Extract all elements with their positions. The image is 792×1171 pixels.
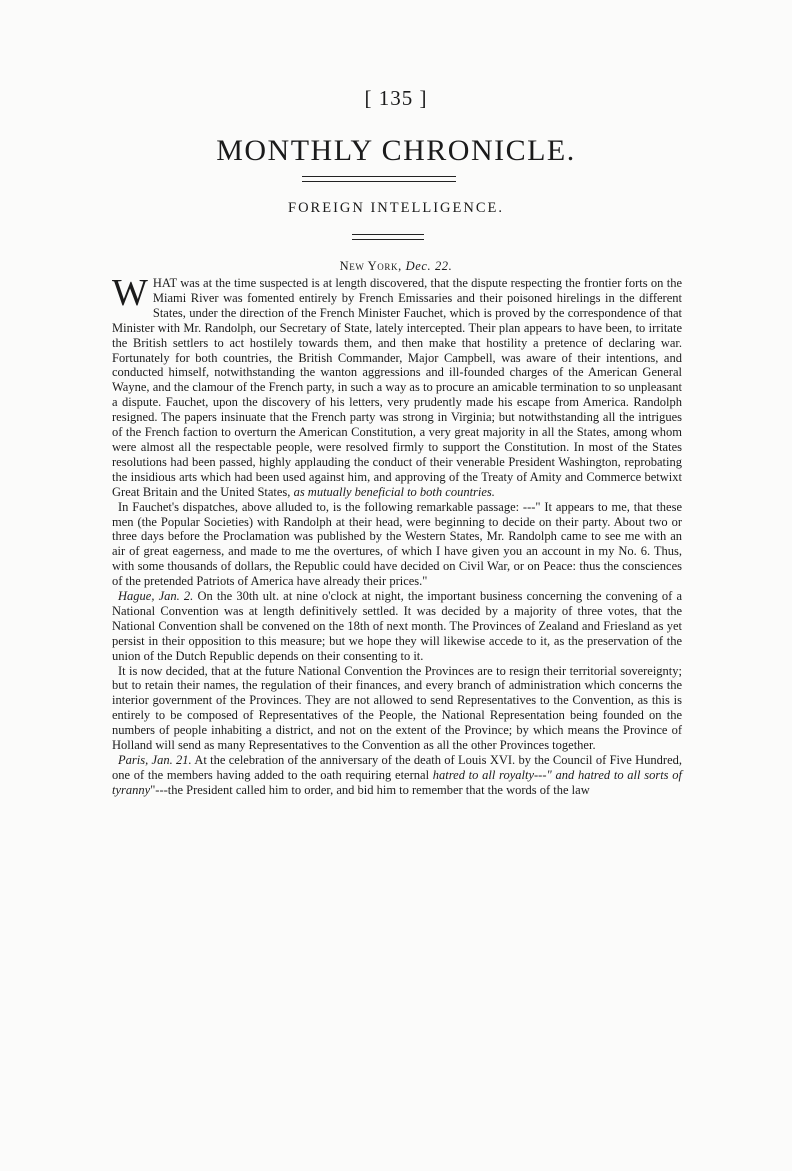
dateline-place: New York, bbox=[339, 259, 402, 273]
page-number: [ 135 ] bbox=[364, 86, 428, 110]
paragraph-lead: Hague, Jan. 2. bbox=[118, 589, 194, 604]
section-rule-bottom bbox=[352, 239, 424, 240]
article-body bbox=[112, 272, 683, 798]
drop-cap: W bbox=[112, 272, 148, 314]
paragraph-hague bbox=[112, 589, 682, 664]
paragraph-italic-quote: hatred to all royalty---" and hatred to all sorts of tyranny bbox=[112, 767, 682, 797]
paragraph-new-york bbox=[112, 272, 682, 500]
masthead-rule-top bbox=[302, 176, 456, 177]
paragraph-paris bbox=[112, 753, 682, 798]
section-rule-top bbox=[352, 234, 424, 235]
paragraph-italic-tail: as mutually beneficial to both countries. bbox=[293, 484, 495, 499]
masthead-rule-bottom bbox=[302, 181, 456, 182]
paragraph-fauchet bbox=[112, 500, 682, 589]
paragraph-text: On the 30th ult. at nine o'clock at night, the important business concerning the convening of a National Convention was at length definitively settled. It was decided by a majority of three votes, that the National Convention shall be convened on the 18th of next month. The Provinces of Zealand and Friesland as yet persist in their opposition to this measure; but we hope they will likewise accede to it, as the preservation of the union of the Dutch Republic depends on their consenting to it. bbox=[112, 589, 683, 663]
paragraph-text: HAT was at the time suspected is at length discovered, that the dispute respecting the frontier forts on the Miami River was fomented entirely by French Emissaries and their poisoned hirelings in the different States, under the direction of the French Minister Fauchet, which is proved by the correspondence of that Minister with Mr. Randolph, our Secretary of State, lately intercepted. Their plan appears to have been, to irritate the British settlers to act hostilely towards them, and then make that hostility a pretence of declaring war. Fortunately for both countries, the British Commander, Major Campbell, was aware of their intentions, and conducted himself, notwithstanding the wanton aggressions and ill-founded charges of the American General Wayne, and the clamour of the French party, in such a way as to procure an amicable termination to so unpleasant a dispute. Fauchet, upon the discovery of his letters, very prudently made his escape from America. Randolph resigned. The papers insinuate that the French party was strong in Virginia; but notwithstanding all the intrigues of the French faction to overturn the American Constitution, a very great majority in all the States, among whom were almost all the respectable people, were resolved firmly to support the Constitution. In most of the States resolutions had been passed, highly applauding the conduct of their venerable President Washington, reprobating the insidious arts which had been used against him, and approving of the Treaty of Amity and Commerce betwixt Great Britain and the United States, bbox=[112, 276, 682, 499]
dateline-date: Dec. 22. bbox=[405, 259, 453, 273]
paragraph-text: At the celebration of the anniversary of the death of Louis XVI. by the Council of Five Hundred, one of the members having added to the oath requiring eternal bbox=[112, 753, 682, 782]
paragraph-provinces bbox=[112, 664, 682, 753]
section-heading: FOREIGN INTELLIGENCE. bbox=[288, 200, 504, 216]
paragraph-text: It is now decided, that at the future National Convention the Provinces are to resign their territorial sovereignty; but to retain their names, the regulation of their finances, and every branch of administration which concerns the interior government of the Provinces. They are not allowed to send Representatives to the Convention, as this is entirely to be composed of Representatives of the People, the National Representation being founded on the numbers of people inhabiting a district, and not on the extent of the Province; by which means the Province of Holland will send as many Representatives to the Convention as all the other Provinces together. bbox=[112, 663, 682, 753]
paragraph-text: In Fauchet's dispatches, above alluded to, is the following remarkable passage: ---" It appears to me, that these men (the Popular Societies) with Randolph at their head, were beginning to decide on their party. About two or three days before the Proclamation was published by the Western States, Mr. Randolph came to see me with an air of great eagerness, and made to me the overtures, of which I have given you an account in my No. 6. Thus, with some thousands of dollars, the Republic could have decided on Civil War, or on Peace: thus the consciences of the pretended Patriots of America have already their prices." bbox=[112, 499, 682, 589]
masthead-title: MONTHLY CHRONICLE. bbox=[216, 134, 576, 167]
paragraph-lead: Paris, Jan. 21. bbox=[118, 753, 192, 767]
paragraph-text-after: "---the President called him to order, and bid him to remember that the words of the law bbox=[150, 782, 590, 797]
